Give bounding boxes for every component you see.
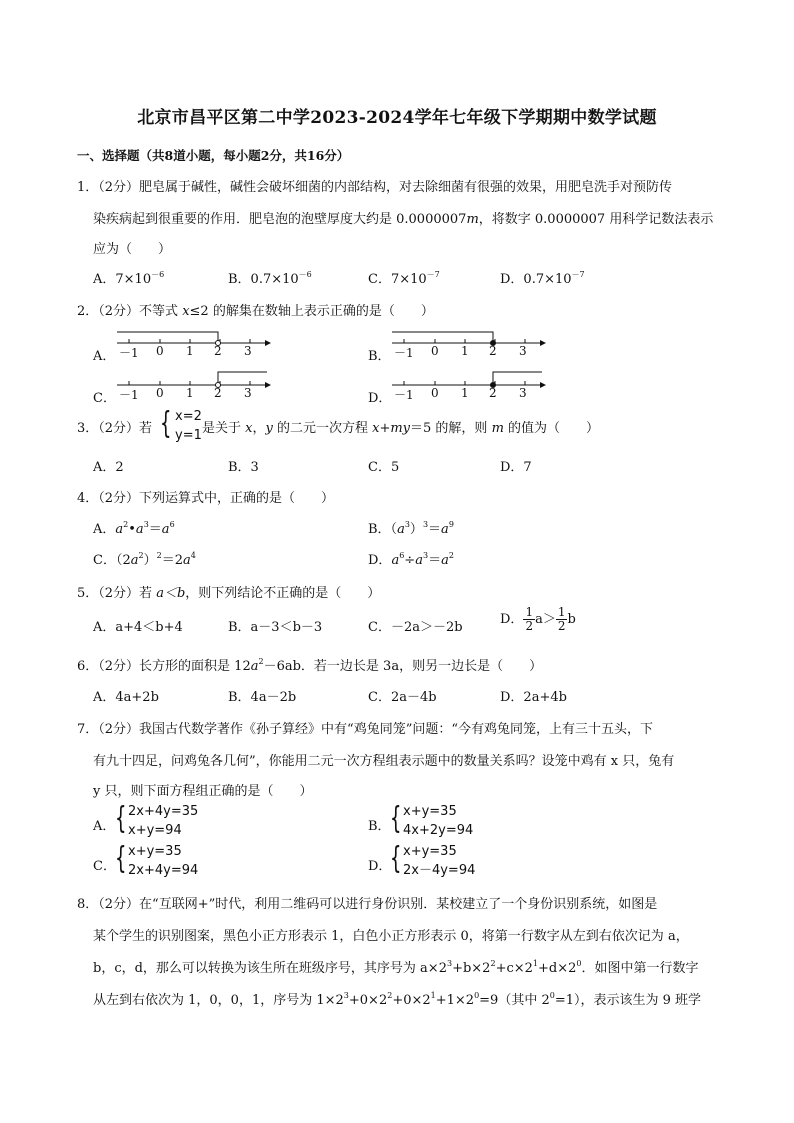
fraction: $\frac{1}{2}$	[525, 605, 534, 633]
q3-stem-prefix: 3．（2分）若	[77, 421, 153, 436]
q3-option-a[interactable]: A．2	[93, 460, 124, 475]
tick: 3	[244, 386, 252, 400]
q8-line-2: 某个学生的识别图案，黑色小正方形表示 1，白色小正方形表示 0，将第一行数字从左到右依次记为 a，	[93, 929, 689, 944]
q6-stem: 6．（2分）长方形的面积是 $12a^2-6ab$．若一边长是 3a，则另一边长是（ ）	[77, 657, 543, 674]
q4-option-a[interactable]: A．$a^2•a^3=a^6$	[93, 520, 175, 537]
q4-option-c[interactable]: C．$(2a^2)^2=2a^4$	[93, 551, 196, 568]
numberline-b-graphic	[392, 327, 562, 361]
tick: －1	[394, 346, 414, 360]
q7-line-1: 7．（2分）我国古代数学著作《孙子算经》中有“鸡兔同笼”问题：“今有鸡兔同笼，上有三十五头，下	[77, 722, 653, 737]
q7-a-eq2: x+y=94	[128, 823, 182, 838]
q7-c-eq1: x+y=35	[128, 844, 182, 859]
q2-option-b-label[interactable]: B．	[368, 349, 391, 364]
q7-option-c-system[interactable]	[128, 842, 198, 880]
q7-d-eq2: 2x－4y=94	[403, 863, 476, 878]
tick: 1	[186, 386, 194, 400]
q7-option-d-label[interactable]: D．	[368, 859, 392, 874]
q7-line-3: y 只，则下面方程组正确的是（ ）	[93, 784, 313, 799]
q2-stem: 2．（2分）不等式 x≤2 的解集在数轴上表示正确的是（ ）	[77, 304, 434, 319]
q8-line-1: 8．（2分）在“互联网+”时代，利用二维码可以进行身份识别．某校建立了一个身份识别系统，如图是	[77, 897, 658, 912]
q8-line-3: b，c，d，那么可以转换为该生所在班级序号，其序号为 $a\times 2^3+b\times 2^2+c\times 2^1+d\times 2^0$．如图中第一行数字	[93, 959, 699, 976]
q3-system	[175, 407, 202, 445]
q3-option-d[interactable]: D．7	[500, 460, 532, 475]
tick: 1	[461, 386, 469, 400]
q2-option-a-label[interactable]: A．	[93, 349, 116, 364]
tick: 3	[519, 386, 527, 400]
q6-option-a[interactable]: A．4a+2b	[93, 690, 159, 705]
q3-system-eq1: x=2	[175, 409, 202, 424]
tick: 0	[156, 386, 164, 400]
brace-icon: {	[390, 801, 402, 836]
q5-option-a[interactable]: A．a+4＜b+4	[93, 620, 183, 635]
tick: 2	[489, 344, 497, 358]
q1-line-3: 应为（ ）	[93, 242, 172, 257]
q7-option-c-label[interactable]: C．	[93, 859, 116, 874]
tick: 0	[156, 344, 164, 358]
numberline-c-graphic	[117, 369, 287, 403]
q8-line-4: 从左到右依次为 1，0，0，1，序号为 $1\times 2^3+0\times 2^2+0\times 2^1+1\times 2^0=9$（其中 $2^0=1$），表示该生为 9 班学	[93, 991, 702, 1008]
q7-c-eq2: 2x+4y=94	[128, 863, 199, 878]
q7-b-eq2: 4x+2y=94	[403, 823, 474, 838]
q2-numberline-a[interactable]	[117, 327, 287, 361]
tick: 0	[431, 386, 439, 400]
q3-option-b[interactable]: B．3	[228, 460, 259, 475]
q7-option-a-label[interactable]: A．	[93, 819, 116, 834]
q2-option-d-label[interactable]: D．	[368, 391, 392, 406]
tick: 1	[461, 344, 469, 358]
q7-option-a-system[interactable]	[128, 802, 198, 840]
tick: 2	[489, 386, 497, 400]
q1-option-d[interactable]: D．$0.7\times 10^{-7}$	[500, 270, 585, 287]
q5-option-c[interactable]: C．－2a＞－2b	[368, 620, 463, 635]
q3-system-eq2: y=1	[175, 428, 202, 443]
brace-icon: {	[160, 406, 172, 441]
page-title: 北京市昌平区第二中学2023-2024学年七年级下学期期中数学试题	[137, 108, 657, 128]
tick: －1	[119, 346, 139, 360]
tick: 2	[214, 386, 222, 400]
q6-option-b[interactable]: B．4a－2b	[228, 690, 297, 705]
q1-option-c[interactable]: C．$7\times 10^{-7}$	[368, 270, 440, 287]
q3-option-c[interactable]: C．5	[368, 460, 400, 475]
q2-numberline-b[interactable]	[392, 327, 562, 361]
q7-b-eq1: x+y=35	[403, 804, 457, 819]
q6-option-c[interactable]: C．2a－4b	[368, 690, 437, 705]
q3-stem: 是关于 x，y 的二元一次方程 x+my＝5 的解，则 m 的值为（ ）	[202, 421, 600, 436]
brace-icon: {	[115, 841, 127, 876]
q7-line-2: 有九十四足，问鸡兔各几何”，你能用二元一次方程组表示题中的数量关系吗？设笼中鸡有 x 只，兔有	[93, 754, 675, 769]
q7-option-b-label[interactable]: B．	[368, 819, 391, 834]
fraction: $\frac{1}{2}$	[557, 605, 566, 633]
numberline-a-graphic	[117, 327, 287, 361]
q2-numberline-c[interactable]	[117, 369, 287, 403]
q7-d-eq1: x+y=35	[403, 844, 457, 859]
q6-option-d[interactable]: D．2a+4b	[500, 690, 567, 705]
numberline-d-graphic	[392, 369, 562, 403]
q1-option-b[interactable]: B．$0.7\times 10^{-6}$	[228, 270, 312, 287]
q4-option-d[interactable]: D．$a^6\div a^3=a^2$	[368, 551, 454, 568]
q5-option-d[interactable]: D． $\frac{1}{2}$ a＞ $\frac{1}{2}$ b	[500, 605, 576, 633]
tick: －1	[119, 388, 139, 402]
tick: 0	[431, 344, 439, 358]
q1-line-1: 1．（2分）肥皂属于碱性，碱性会破坏细菌的内部结构，对去除细菌有很强的效果，用肥皂洗手对预防传	[77, 180, 673, 195]
q7-option-b-system[interactable]	[403, 802, 473, 840]
tick: 1	[186, 344, 194, 358]
q2-numberline-d[interactable]	[392, 369, 562, 403]
q1-line-2: 染疾病起到很重要的作用．肥皂泡的泡壁厚度大约是 0.0000007m，将数字 0.0000007 用科学记数法表示	[93, 212, 714, 227]
q4-stem: 4．（2分）下列运算式中，正确的是（ ）	[77, 491, 335, 506]
tick: 2	[214, 344, 222, 358]
brace-icon: {	[115, 801, 127, 836]
q7-option-d-system[interactable]	[403, 842, 475, 880]
q5-stem: 5．（2分）若 a＜b，则下列结论不正确的是（ ）	[77, 586, 381, 601]
brace-icon: {	[390, 841, 402, 876]
tick: 3	[519, 344, 527, 358]
q4-option-b[interactable]: B．$(a^3)^3=a^9$	[368, 520, 454, 537]
q7-a-eq1: 2x+4y=35	[128, 804, 199, 819]
tick: －1	[394, 388, 414, 402]
q2-option-c-label[interactable]: C．	[93, 391, 116, 406]
tick: 3	[244, 344, 252, 358]
section-heading: 一、选择题（共8道小题，每小题2分，共16分）	[77, 148, 350, 163]
q1-option-a[interactable]: A．$7\times 10^{-6}$	[93, 270, 165, 287]
q5-option-b[interactable]: B．a－3＜b－3	[228, 620, 323, 635]
